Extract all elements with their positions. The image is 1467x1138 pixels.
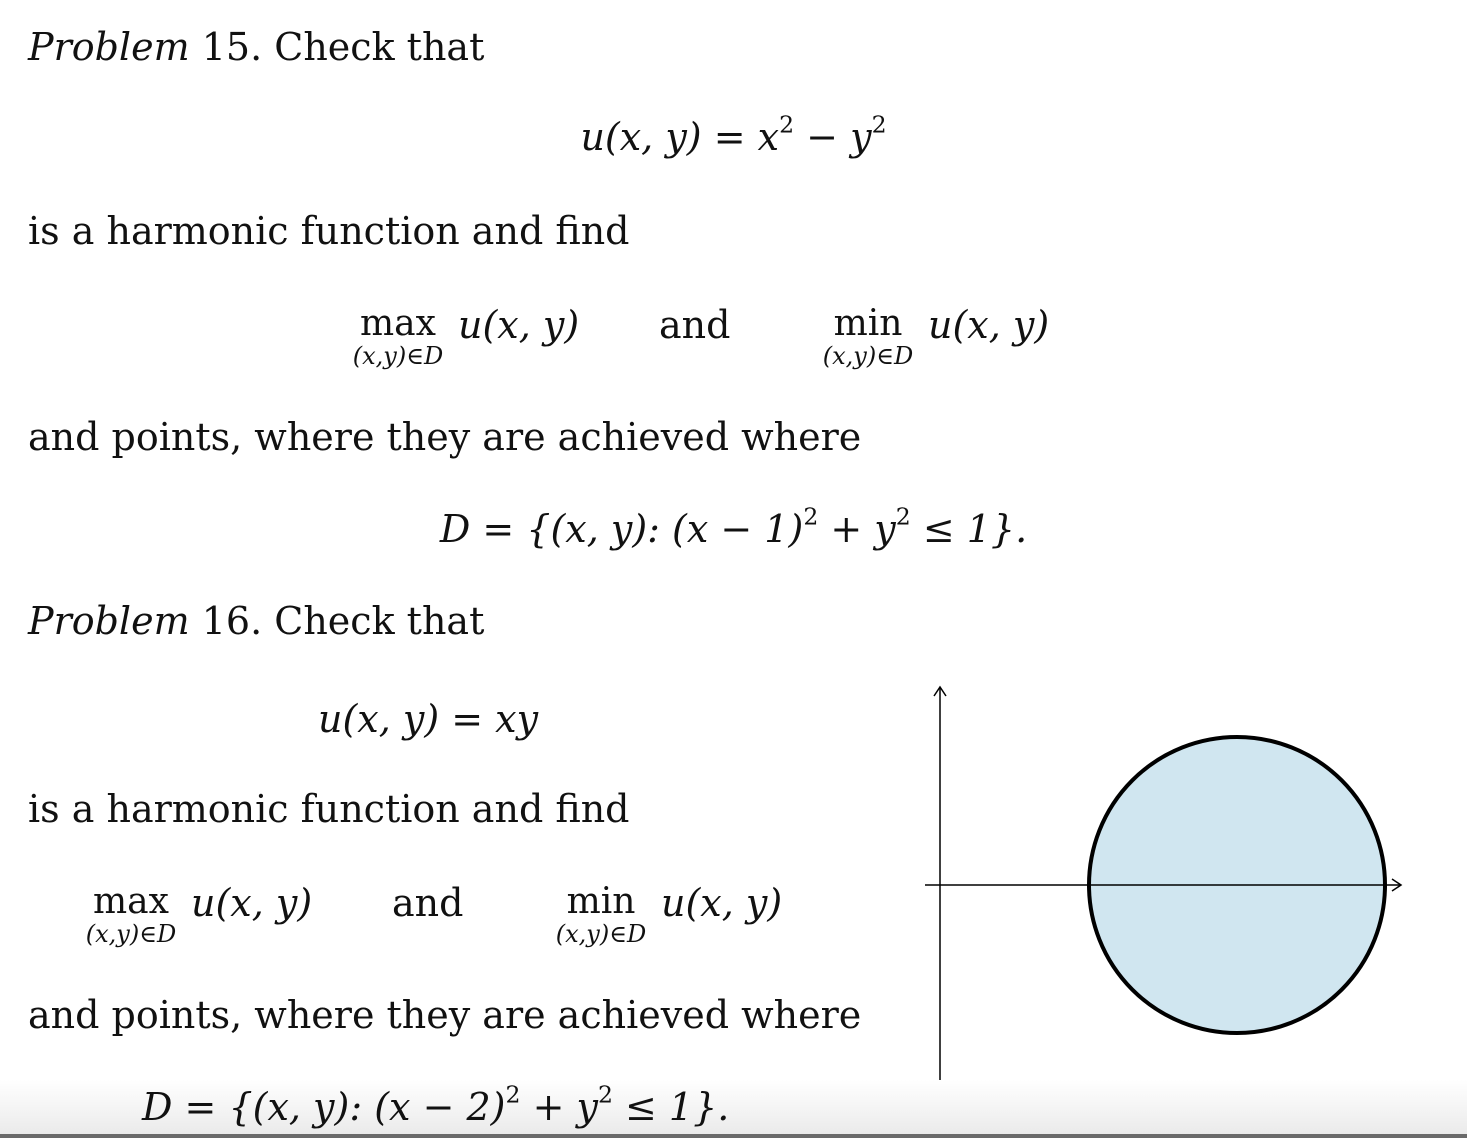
max-subscript: (x,y)∈D bbox=[85, 920, 177, 948]
function-exponent-x: 2 bbox=[779, 110, 795, 139]
problem-number: 15. bbox=[201, 25, 263, 69]
function-term-x: x bbox=[757, 115, 780, 159]
problem-label: Problem bbox=[28, 599, 190, 643]
domain-exponent-b: 2 bbox=[895, 502, 911, 531]
function-equals: = bbox=[713, 115, 746, 159]
max-word: max bbox=[93, 881, 169, 922]
min-subscript: (x,y)∈D bbox=[822, 342, 914, 370]
min-word: min bbox=[833, 303, 903, 344]
problem-15-max-argument: u(x, y) bbox=[458, 303, 580, 347]
problem-label: Problem bbox=[28, 25, 190, 69]
problem-16-domain bbox=[142, 1080, 730, 1129]
max-word: max bbox=[360, 303, 436, 344]
problem-number: 16. bbox=[201, 599, 263, 643]
problem-16-max-argument: u(x, y) bbox=[191, 881, 313, 925]
domain-part-a: D = {(x, y): (x − 1) bbox=[439, 507, 804, 551]
min-subscript: (x,y)∈D bbox=[555, 920, 647, 948]
function-lhs: u(x, y) bbox=[580, 115, 702, 159]
domain-exponent-a: 2 bbox=[505, 1080, 521, 1109]
problem-16-min-argument: u(x, y) bbox=[661, 881, 783, 925]
domain-exponent-a: 2 bbox=[803, 502, 819, 531]
domain-part-b: + y bbox=[818, 507, 896, 551]
problem-16-harmonic-text: is a harmonic function and find bbox=[28, 787, 630, 831]
problem-16-points-text: and points, where they are achieved where bbox=[28, 993, 862, 1037]
min-word: min bbox=[566, 881, 636, 922]
function-term-y: y bbox=[850, 115, 872, 159]
bottom-edge bbox=[0, 1134, 1467, 1138]
domain-part-a: D = {(x, y): (x − 2) bbox=[142, 1085, 506, 1129]
domain-part-b: + y bbox=[520, 1085, 598, 1129]
problem-15-and-word: and bbox=[659, 303, 731, 347]
problem-16-function: u(x, y) = xy bbox=[318, 697, 539, 741]
problem-15-min-argument: u(x, y) bbox=[928, 303, 1050, 347]
domain-part-c: ≤ 1}. bbox=[612, 1085, 730, 1129]
problem-16-and-word: and bbox=[392, 881, 464, 925]
max-subscript: (x,y)∈D bbox=[352, 342, 444, 370]
problem-15-points-text: and points, where they are achieved where bbox=[28, 415, 862, 459]
function-exponent-y: 2 bbox=[871, 110, 887, 139]
function-minus: − bbox=[806, 115, 839, 159]
problem-intro: Check that bbox=[274, 25, 485, 69]
problem-intro: Check that bbox=[274, 599, 485, 643]
domain-part-c: ≤ 1}. bbox=[910, 507, 1028, 551]
problem-15-harmonic-text: is a harmonic function and find bbox=[28, 209, 630, 253]
domain-exponent-b: 2 bbox=[597, 1080, 613, 1109]
